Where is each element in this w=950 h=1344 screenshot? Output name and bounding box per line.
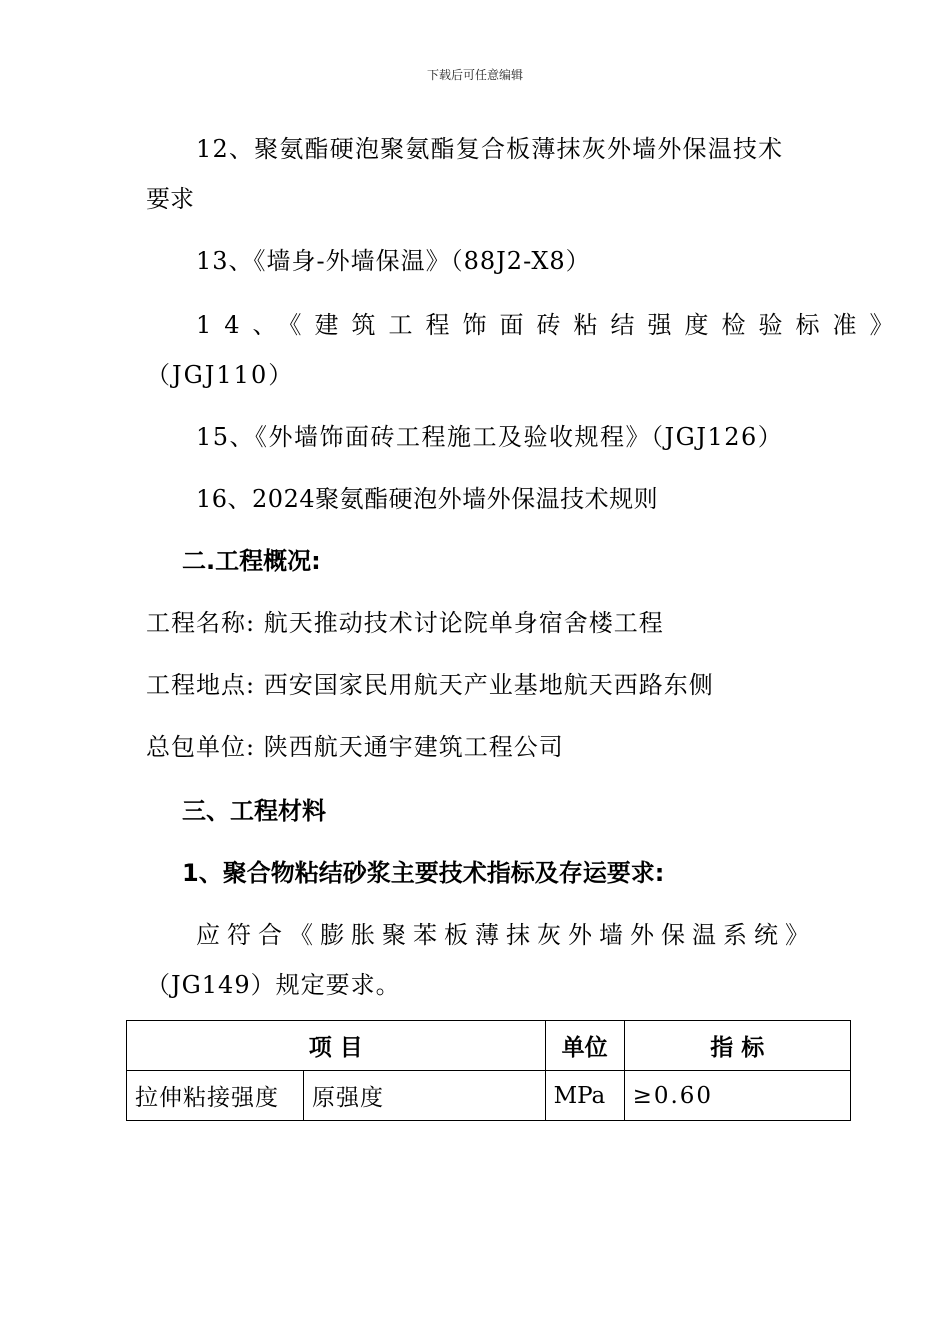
table-header-item: 项 目 xyxy=(127,1021,546,1071)
spec-table xyxy=(126,1020,851,1121)
ref-item-13: 13、《墙身-外墙保温》（88J2-X8） xyxy=(196,247,591,275)
spec-paragraph-line2: （JG149）规定要求。 xyxy=(146,971,401,999)
ref-item-12-line1: 12、聚氨酯硬泡聚氨酯复合板薄抹灰外墙外保温技术 xyxy=(196,135,784,163)
table-header-row xyxy=(127,1021,851,1071)
project-location: 工程地点: 西安国家民用航天产业基地航天西路东侧 xyxy=(146,671,714,699)
ref-item-15: 15、《外墙饰面砖工程施工及验收规程》（JGJ126） xyxy=(196,423,784,451)
ref-item-14-line2: （JGJ110） xyxy=(146,361,295,389)
project-name: 工程名称: 航天推动技术讨论院单身宿舍楼工程 xyxy=(146,609,664,637)
page-header: 下载后可任意编辑 xyxy=(426,68,523,82)
section-3-subheading-1: 1、聚合物粘结砂浆主要技术指标及存运要求: xyxy=(182,859,665,887)
table-cell-item: 拉伸粘接强度 xyxy=(127,1071,304,1121)
table-cell-unit: MPa xyxy=(545,1071,624,1121)
section-3-heading: 三、工程材料 xyxy=(182,797,326,825)
table-cell-subitem: 原强度 xyxy=(304,1071,546,1121)
table-header-unit: 单位 xyxy=(545,1021,624,1071)
ref-item-12-line2: 要求 xyxy=(146,185,194,213)
table-header-index: 指 标 xyxy=(624,1021,850,1071)
table-row xyxy=(127,1071,851,1121)
ref-item-14-line1: 14、《建筑工程饰面砖粘结强度检验标准》 xyxy=(196,311,907,339)
table-cell-value: ≥0.60 xyxy=(624,1071,850,1121)
spec-paragraph-line1: 应符合《膨胀聚苯板薄抹灰外墙外保温系统》 xyxy=(196,921,816,949)
general-contractor: 总包单位: 陕西航天通宇建筑工程公司 xyxy=(146,733,564,761)
ref-item-16: 16、2024聚氨酯硬泡外墙外保温技术规则 xyxy=(196,485,659,513)
section-2-heading: 二.工程概况: xyxy=(182,547,321,575)
